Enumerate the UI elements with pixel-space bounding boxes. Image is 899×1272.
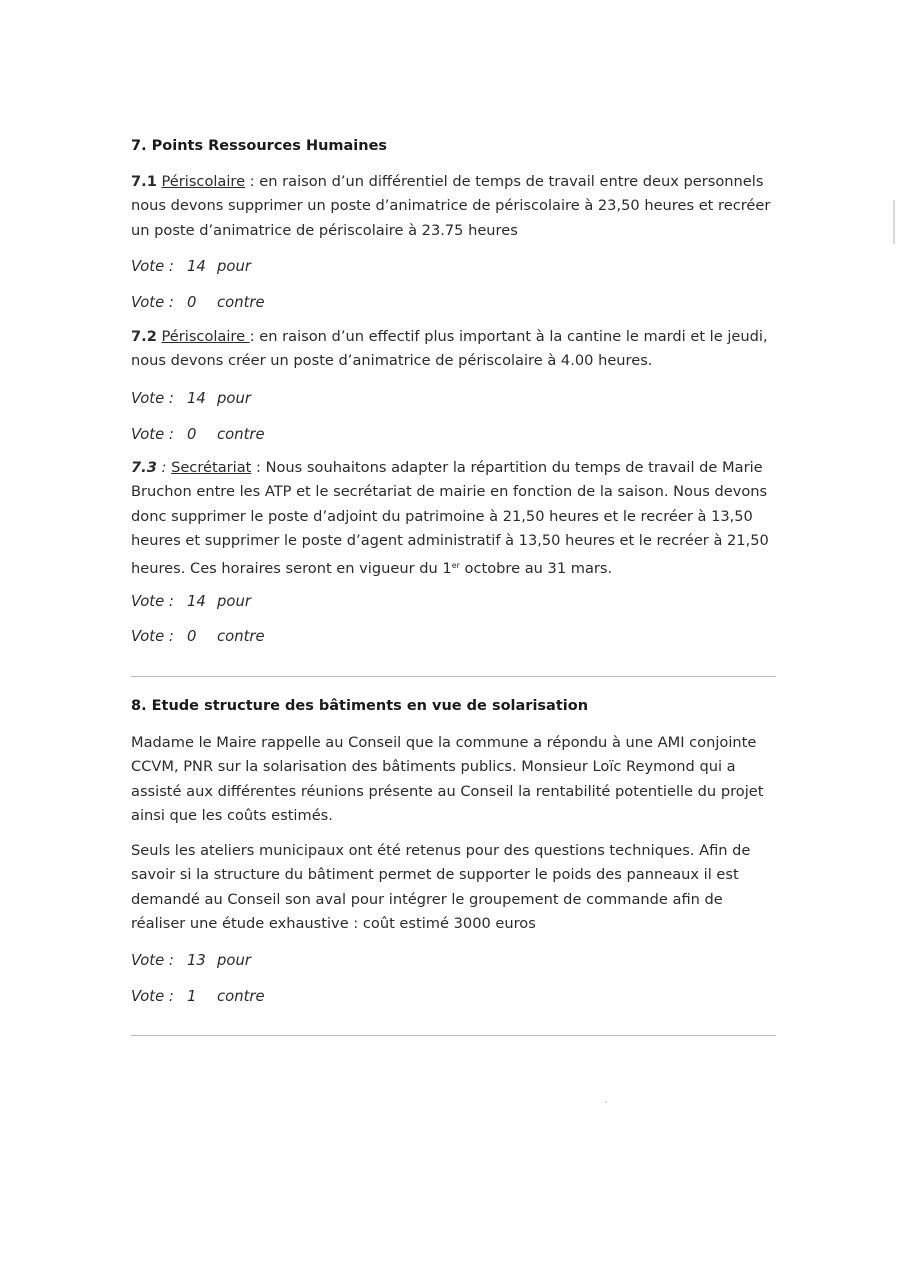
vote-choice: pour <box>217 593 251 610</box>
vote-count: 0 <box>187 426 197 443</box>
vote-label: Vote : <box>131 593 174 610</box>
vote-line <box>131 952 251 969</box>
vote-label: Vote : <box>131 390 174 407</box>
item-7-2-text: : en raison d’un effectif plus important à la cantine le mardi et le jeudi, nous devons créer un poste d’animatrice de périscolaire à 4.00 heures. <box>131 328 768 370</box>
vote-count: 13 <box>187 952 206 969</box>
vote-choice: pour <box>217 390 251 407</box>
vote-label: Vote : <box>131 628 174 645</box>
item-7-3-text: : Nous souhaitons adapter la répartition du temps de travail de Marie Bruchon entre les ATP et le secrétariat de mairie en fonction de la saison. Nous devons donc supprimer le poste d’adjoint du patrimoine à 21,50 heures et le recréer à 13,50 heures et supprimer le poste d’agent administratif à 13,50 heures et le recréer à 21,50 heures. Ces horaires seront en vigueur du 1 <box>131 459 769 577</box>
scan-speck <box>605 1101 607 1103</box>
item-7-3-superscript: er <box>451 560 460 570</box>
vote-count: 0 <box>187 294 197 311</box>
vote-choice: pour <box>217 258 251 275</box>
vote-line <box>131 294 265 311</box>
item-7-2-paragraph <box>131 325 791 374</box>
vote-label: Vote : <box>131 426 174 443</box>
item-7-3-number: 7.3 <box>131 459 157 476</box>
vote-count: 14 <box>187 390 206 407</box>
item-7-1-paragraph <box>131 170 791 243</box>
vote-line <box>131 258 251 275</box>
vote-choice: pour <box>217 952 251 969</box>
section-7-title: 7. Points Ressources Humaines <box>131 138 388 154</box>
vote-label: Vote : <box>131 988 174 1005</box>
vote-line <box>131 426 265 443</box>
item-7-2-number: 7.2 <box>131 328 157 345</box>
item-7-3-paragraph <box>131 456 791 581</box>
item-7-3-topic: Secrétariat <box>171 459 252 476</box>
vote-line <box>131 628 265 645</box>
vote-choice: contre <box>217 628 265 645</box>
section-8-title: 8. Etude structure des bâtiments en vue de solarisation <box>131 698 589 714</box>
section-8-paragraph-2: Seuls les ateliers municipaux ont été retenus pour des questions techniques. Afin de savoir si la structure du bâtiment permet de supporter le poids des panneaux il est demandé au Conseil son aval pour intégrer le groupement de commande afin de réaliser une étude exhaustive : coût estimé 3000 euros <box>131 842 751 933</box>
item-7-1-number: 7.1 <box>131 173 157 190</box>
scan-edge-mark <box>893 200 895 244</box>
item-7-2-topic: Périscolaire <box>161 328 250 345</box>
vote-label: Vote : <box>131 294 174 311</box>
vote-choice: contre <box>217 294 265 311</box>
vote-choice: contre <box>217 988 265 1005</box>
section-divider <box>131 676 776 677</box>
vote-count: 14 <box>187 593 206 610</box>
item-7-1-text: : en raison d’un différentiel de temps de travail entre deux personnels nous devons supprimer un poste d’animatrice de périscolaire à 23,50 heures et recréer un poste d’animatrice de périscolaire à 23.75 heures <box>131 173 771 239</box>
vote-line <box>131 390 251 407</box>
item-7-1-topic: Périscolaire <box>161 173 246 190</box>
section-8-paragraph-1: Madame le Maire rappelle au Conseil que la commune a répondu à une AMI conjointe CCVM, PNR sur la solarisation des bâtiments publics. Monsieur Loïc Reymond qui a assisté aux différentes réunions présente au Conseil la rentabilité potentielle du projet ainsi que les coûts estimés. <box>131 734 764 825</box>
vote-count: 0 <box>187 628 197 645</box>
vote-line <box>131 988 265 1005</box>
vote-count: 1 <box>187 988 197 1005</box>
vote-choice: contre <box>217 426 265 443</box>
vote-count: 14 <box>187 258 206 275</box>
vote-line <box>131 593 251 610</box>
section-divider <box>131 1035 776 1036</box>
item-7-3-separator: : <box>156 459 172 476</box>
item-7-3-text-end: octobre au 31 mars. <box>459 559 613 577</box>
vote-label: Vote : <box>131 258 174 275</box>
vote-label: Vote : <box>131 952 174 969</box>
